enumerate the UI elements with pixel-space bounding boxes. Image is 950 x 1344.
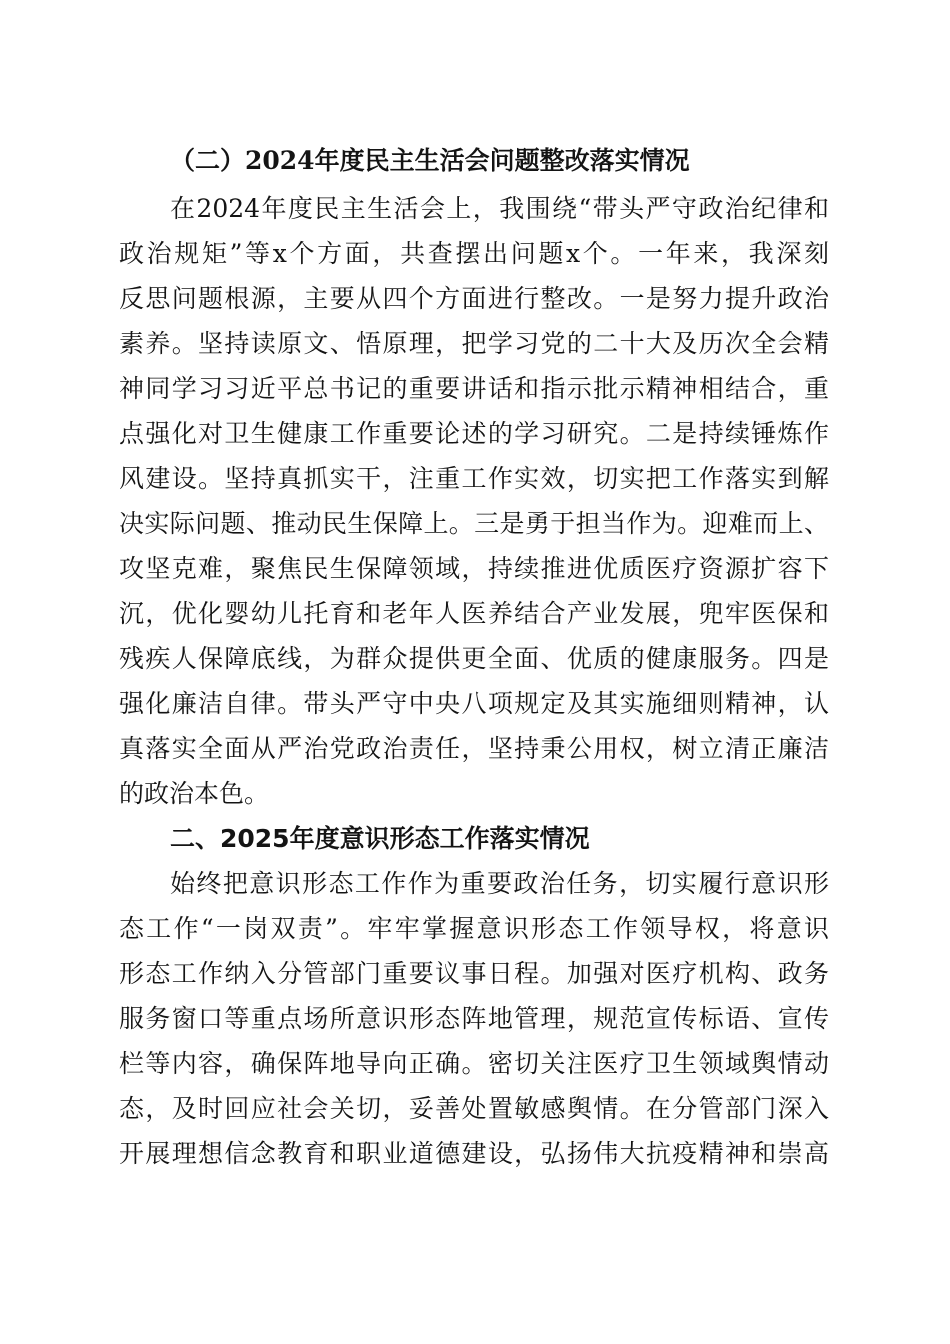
paragraph-line: 神同学习习近平总书记的重要讲话和指示批示精神相结合，重 [119, 374, 829, 403]
paragraph-line: 决实际问题、推动民生保障上。三是勇于担当作为。迎难而上、 [119, 509, 829, 538]
paragraph-line: 态，及时回应社会关切，妥善处置敏感舆情。在分管部门深入 [119, 1094, 829, 1123]
paragraph-line: 形态工作纳入分管部门重要议事日程。加强对医疗机构、政务 [119, 959, 829, 988]
paragraph-line: 态工作“一岗双责”。牢牢掌握意识形态工作领导权，将意识 [119, 914, 829, 943]
paragraph-line: 在2024年度民主生活会上，我围绕“带头严守政治纪律和 [170, 194, 829, 223]
paragraph-line: 始终把意识形态工作作为重要政治任务，切实履行意识形 [170, 869, 829, 898]
paragraph-line: 真落实全面从严治党政治责任，坚持秉公用权，树立清正廉洁 [119, 734, 829, 763]
paragraph-line: 开展理想信念教育和职业道德建设，弘扬伟大抗疫精神和崇高 [119, 1139, 829, 1168]
paragraph-line: 素养。坚持读原文、悟原理，把学习党的二十大及历次全会精 [119, 329, 829, 358]
paragraph-line: 沉，优化婴幼儿托育和老年人医养结合产业发展，兜牢医保和 [119, 599, 829, 628]
paragraph-line: 强化廉洁自律。带头严守中央八项规定及其实施细则精神，认 [119, 689, 829, 718]
section-heading-2025-ideology: 二、2025年度意识形态工作落实情况 [170, 824, 590, 853]
paragraph-line: 的政治本色。 [119, 779, 270, 808]
paragraph-line: 攻坚克难，聚焦民生保障领域，持续推进优质医疗资源扩容下 [119, 554, 829, 583]
paragraph-line: 政治规矩”等x个方面，共查摆出问题x个。一年来，我深刻 [119, 239, 829, 268]
paragraph-line: 栏等内容，确保阵地导向正确。密切关注医疗卫生领域舆情动 [119, 1049, 829, 1078]
paragraph-line: 风建设。坚持真抓实干，注重工作实效，切实把工作落实到解 [119, 464, 829, 493]
paragraph-line: 反思问题根源，主要从四个方面进行整改。一是努力提升政治 [119, 284, 829, 313]
section-heading-2024-rectification: （二）2024年度民主生活会问题整改落实情况 [170, 146, 690, 175]
paragraph-line: 点强化对卫生健康工作重要论述的学习研究。二是持续锤炼作 [119, 419, 829, 448]
paragraph-line: 残疾人保障底线，为群众提供更全面、优质的健康服务。四是 [119, 644, 829, 673]
paragraph-line: 服务窗口等重点场所意识形态阵地管理，规范宣传标语、宣传 [119, 1004, 829, 1033]
